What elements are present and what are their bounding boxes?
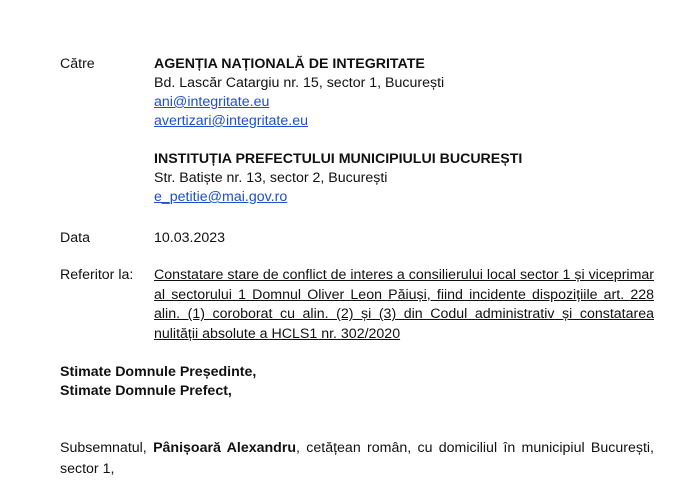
prefect-email-link[interactable]: e_petitie@mai.gov.ro xyxy=(154,189,288,205)
body-intro: Subsemnatul, xyxy=(60,440,154,456)
reference-label: Referitor la: xyxy=(60,267,134,283)
salutation-prefect: Stimate Domnule Prefect, xyxy=(60,383,232,399)
ani-avertizari-email-link[interactable]: avertizari@integritate.eu xyxy=(154,113,308,129)
recipient-ani-address: Bd. Lascăr Catargiu nr. 15, sector 1, București xyxy=(154,75,445,91)
recipient-ani-name: AGENȚIA NAȚIONALĂ DE INTEGRITATE xyxy=(154,56,425,72)
petitioner-name: Pânișoară Alexandru xyxy=(153,440,297,456)
date-label: Data xyxy=(60,230,90,246)
recipient-prefect-name: INSTITUȚIA PREFECTULUI MUNICIPIULUI BUCUREȘTI xyxy=(154,151,523,167)
to-label: Către xyxy=(60,56,95,72)
salutation-president: Stimate Domnule Președinte, xyxy=(60,364,257,380)
body-rest: , cetățean român, cu domiciliul în municipiul București, sector 1, xyxy=(60,440,654,477)
reference-subject: Constatare stare de conflict de interes a consilierului local sector 1 și viceprimar al sectorului 1 Domnul Oliver Leon Păiuși, fiind incidente dispozițiile art. 228 alin. (1) coroborat cu alin. (2) și (3) din Codul administrativ și constatarea nulității absolute a HCLS1 nr. 302/2020 xyxy=(154,267,654,342)
ani-email-link[interactable]: ani@integritate.eu xyxy=(154,94,270,110)
body-paragraph xyxy=(60,438,654,480)
date-value: 10.03.2023 xyxy=(154,230,226,246)
recipient-prefect-address: Str. Batiște nr. 13, sector 2, București xyxy=(154,170,388,186)
